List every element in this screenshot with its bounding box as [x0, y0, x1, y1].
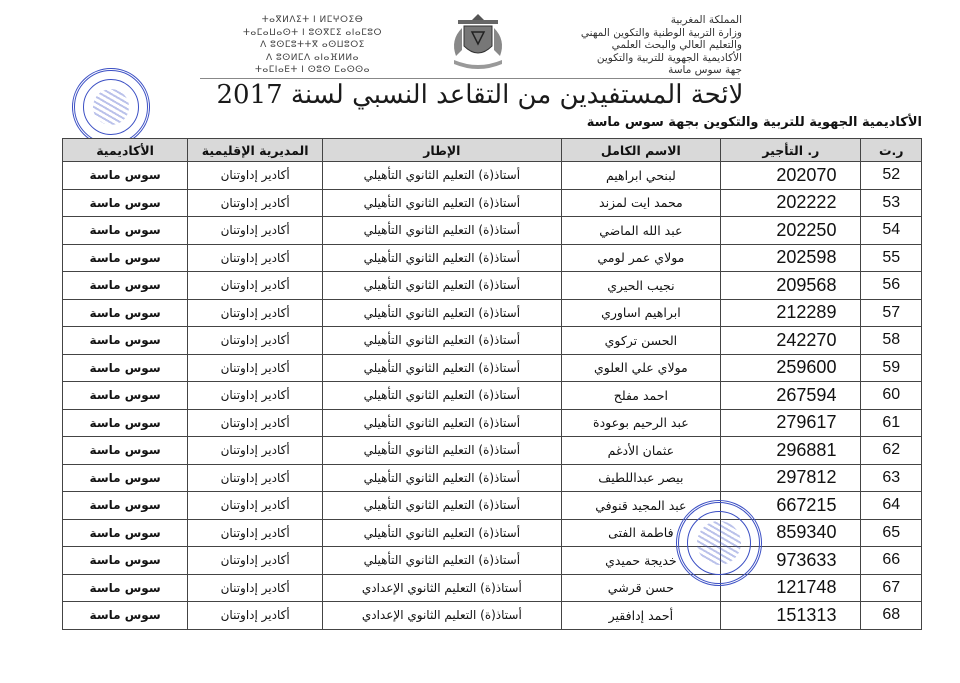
cell-directorate: أكادير إداوتنان [188, 547, 323, 575]
header-line: ⴷ ⵓⵙⵍⵎⴷ ⴰⵏⴰⴼⵍⵍⴰ [266, 52, 359, 63]
cell-grade: أستاذ(ة) التعليم الثانوي التأهيلي [323, 272, 561, 300]
cell-fullname: خديجة حميدي [561, 547, 721, 575]
cell-grade: أستاذ(ة) التعليم الثانوي التأهيلي [323, 189, 561, 217]
table-row [63, 354, 922, 382]
col-header-payroll: ر. التأجير [721, 139, 861, 162]
cell-fullname: احمد مفلح [561, 382, 721, 410]
cell-fullname: نجيب الحيري [561, 272, 721, 300]
cell-payroll: 973633 [721, 547, 861, 575]
header-line: وزارة التربية الوطنية والتكوين المهني [580, 26, 742, 39]
table-body [63, 162, 922, 630]
cell-grade: أستاذ(ة) التعليم الثانوي الإعدادي [323, 574, 561, 602]
cell-payroll: 212289 [721, 299, 861, 327]
table-row [63, 217, 922, 245]
header-divider [200, 78, 740, 79]
coat-of-arms-icon [428, 10, 528, 74]
cell-directorate: أكادير إداوتنان [188, 409, 323, 437]
cell-serial: 61 [861, 409, 922, 437]
cell-serial: 53 [861, 189, 922, 217]
cell-serial: 65 [861, 519, 922, 547]
cell-fullname: ابراهيم اساوري [561, 299, 721, 327]
table-row [63, 299, 922, 327]
cell-payroll: 279617 [721, 409, 861, 437]
cell-serial: 62 [861, 437, 922, 465]
cell-academy: سوس ماسة [63, 272, 188, 300]
ministry-header-tifinagh [205, 14, 420, 77]
header-line: والتعليم العالي والبحث العلمي [611, 39, 742, 51]
table-row [63, 189, 922, 217]
cell-academy: سوس ماسة [63, 189, 188, 217]
table-row [63, 272, 922, 300]
col-header-fullname: الاسم الكامل [561, 139, 721, 162]
page-subtitle: الأكاديمية الجهوية للتربية والتكوين بجهة سوس ماسة [586, 115, 922, 130]
cell-serial: 63 [861, 464, 922, 492]
cell-grade: أستاذ(ة) التعليم الثانوي التأهيلي [323, 519, 561, 547]
cell-payroll: 202222 [721, 189, 861, 217]
cell-fullname: عبد الرحيم بوعودة [561, 409, 721, 437]
cell-fullname: الحسن تركوي [561, 327, 721, 355]
cell-directorate: أكادير إداوتنان [188, 327, 323, 355]
cell-serial: 66 [861, 547, 922, 575]
cell-serial: 67 [861, 574, 922, 602]
table-row [63, 574, 922, 602]
cell-academy: سوس ماسة [63, 464, 188, 492]
header-line: ⵜⴰⵎⴰⵡⴰⵙⵜ ⵏ ⵓⵙⴳⵎⵉ ⴰⵏⴰⵎⵓⵔ [242, 27, 382, 38]
cell-academy: سوس ماسة [63, 547, 188, 575]
cell-fullname: مولاي علي العلوي [561, 354, 721, 382]
cell-grade: أستاذ(ة) التعليم الثانوي التأهيلي [323, 437, 561, 465]
cell-grade: أستاذ(ة) التعليم الثانوي التأهيلي [323, 217, 561, 245]
cell-grade: أستاذ(ة) التعليم الثانوي التأهيلي [323, 162, 561, 190]
header-line: ⵜⴰⴳⵍⴷⵉⵜ ⵏ ⵍⵎⵖⵔⵉⴱ [261, 15, 364, 25]
cell-academy: سوس ماسة [63, 492, 188, 520]
cell-fullname: بيصر عبداللطيف [561, 464, 721, 492]
table-row [63, 327, 922, 355]
cell-fullname: محمد ايت لمزند [561, 189, 721, 217]
cell-academy: سوس ماسة [63, 382, 188, 410]
cell-grade: أستاذ(ة) التعليم الثانوي التأهيلي [323, 299, 561, 327]
cell-directorate: أكادير إداوتنان [188, 162, 323, 190]
cell-serial: 57 [861, 299, 922, 327]
cell-serial: 52 [861, 162, 922, 190]
cell-fullname: عثمان الأدغم [561, 437, 721, 465]
cell-fullname: أحمد إدافقير [561, 602, 721, 630]
cell-payroll: 267594 [721, 382, 861, 410]
cell-fullname: فاطمة الفتى [561, 519, 721, 547]
cell-directorate: أكادير إداوتنان [188, 299, 323, 327]
cell-serial: 56 [861, 272, 922, 300]
col-header-academy: الأكاديمية [63, 139, 188, 162]
cell-academy: سوس ماسة [63, 519, 188, 547]
cell-directorate: أكادير إداوتنان [188, 519, 323, 547]
col-header-directorate: المديرية الإقليمية [188, 139, 323, 162]
table-row [63, 464, 922, 492]
table-row [63, 492, 922, 520]
header-line: ⵜⴰⵎⵏⴰⴹⵜ ⵏ ⵙⵓⵙ ⵎⴰⵙⵙⴰ [255, 65, 370, 75]
cell-fullname: لبنحي ابراهيم [561, 162, 721, 190]
cell-grade: أستاذ(ة) التعليم الثانوي التأهيلي [323, 354, 561, 382]
col-header-serial: ر.ت [861, 139, 922, 162]
cell-grade: أستاذ(ة) التعليم الثانوي التأهيلي [323, 327, 561, 355]
cell-payroll: 667215 [721, 492, 861, 520]
cell-directorate: أكادير إداوتنان [188, 382, 323, 410]
table-header-row [63, 139, 922, 162]
cell-academy: سوس ماسة [63, 299, 188, 327]
cell-grade: أستاذ(ة) التعليم الثانوي التأهيلي [323, 382, 561, 410]
table-row [63, 162, 922, 190]
cell-academy: سوس ماسة [63, 244, 188, 272]
header-line: المملكة المغربية [670, 14, 742, 26]
cell-directorate: أكادير إداوتنان [188, 464, 323, 492]
cell-payroll: 151313 [721, 602, 861, 630]
cell-fullname: مولاي عمر لومي [561, 244, 721, 272]
cell-payroll: 242270 [721, 327, 861, 355]
cell-directorate: أكادير إداوتنان [188, 272, 323, 300]
table-row [63, 547, 922, 575]
cell-academy: سوس ماسة [63, 217, 188, 245]
cell-directorate: أكادير إداوتنان [188, 217, 323, 245]
cell-directorate: أكادير إداوتنان [188, 244, 323, 272]
cell-academy: سوس ماسة [63, 409, 188, 437]
cell-payroll: 296881 [721, 437, 861, 465]
cell-serial: 64 [861, 492, 922, 520]
cell-serial: 58 [861, 327, 922, 355]
cell-fullname: عبد المجيد قنوفي [561, 492, 721, 520]
cell-academy: سوس ماسة [63, 354, 188, 382]
cell-academy: سوس ماسة [63, 162, 188, 190]
header-line: ⴷ ⵓⵙⵎⵓⵜⵜⴳ ⴰⵙⵡⵓⵔⵉ [260, 40, 365, 50]
cell-payroll: 859340 [721, 519, 861, 547]
table-row [63, 382, 922, 410]
cell-grade: أستاذ(ة) التعليم الثانوي التأهيلي [323, 409, 561, 437]
col-header-grade: الإطار [323, 139, 561, 162]
cell-directorate: أكادير إداوتنان [188, 437, 323, 465]
cell-directorate: أكادير إداوتنان [188, 492, 323, 520]
header-line: جهة سوس ماسة [668, 64, 742, 76]
cell-payroll: 259600 [721, 354, 861, 382]
cell-grade: أستاذ(ة) التعليم الثانوي الإعدادي [323, 602, 561, 630]
cell-serial: 59 [861, 354, 922, 382]
beneficiaries-table [62, 138, 922, 630]
cell-payroll: 202070 [721, 162, 861, 190]
page-title: لائحة المستفيدين من التقاعد النسبي لسنة 2017 [216, 80, 744, 110]
table-row [63, 244, 922, 272]
cell-fullname: حسن قرشي [561, 574, 721, 602]
cell-serial: 54 [861, 217, 922, 245]
cell-payroll: 121748 [721, 574, 861, 602]
cell-grade: أستاذ(ة) التعليم الثانوي التأهيلي [323, 492, 561, 520]
table-row [63, 602, 922, 630]
cell-fullname: عبد الله الماضي [561, 217, 721, 245]
cell-grade: أستاذ(ة) التعليم الثانوي التأهيلي [323, 547, 561, 575]
header-line: الأكاديمية الجهوية للتربية والتكوين [596, 51, 742, 64]
cell-serial: 55 [861, 244, 922, 272]
table-row [63, 437, 922, 465]
cell-academy: سوس ماسة [63, 437, 188, 465]
cell-payroll: 202250 [721, 217, 861, 245]
stamp-ink [697, 521, 741, 565]
cell-academy: سوس ماسة [63, 602, 188, 630]
table-row [63, 409, 922, 437]
cell-serial: 68 [861, 602, 922, 630]
cell-serial: 60 [861, 382, 922, 410]
cell-payroll: 297812 [721, 464, 861, 492]
cell-directorate: أكادير إداوتنان [188, 574, 323, 602]
cell-payroll: 202598 [721, 244, 861, 272]
cell-directorate: أكادير إداوتنان [188, 189, 323, 217]
cell-directorate: أكادير إداوتنان [188, 602, 323, 630]
cell-payroll: 209568 [721, 272, 861, 300]
official-stamp-icon [676, 500, 762, 586]
cell-grade: أستاذ(ة) التعليم الثانوي التأهيلي [323, 244, 561, 272]
cell-directorate: أكادير إداوتنان [188, 354, 323, 382]
cell-grade: أستاذ(ة) التعليم الثانوي التأهيلي [323, 464, 561, 492]
table-row [63, 519, 922, 547]
ministry-header-arabic [532, 14, 742, 77]
cell-academy: سوس ماسة [63, 574, 188, 602]
cell-academy: سوس ماسة [63, 327, 188, 355]
